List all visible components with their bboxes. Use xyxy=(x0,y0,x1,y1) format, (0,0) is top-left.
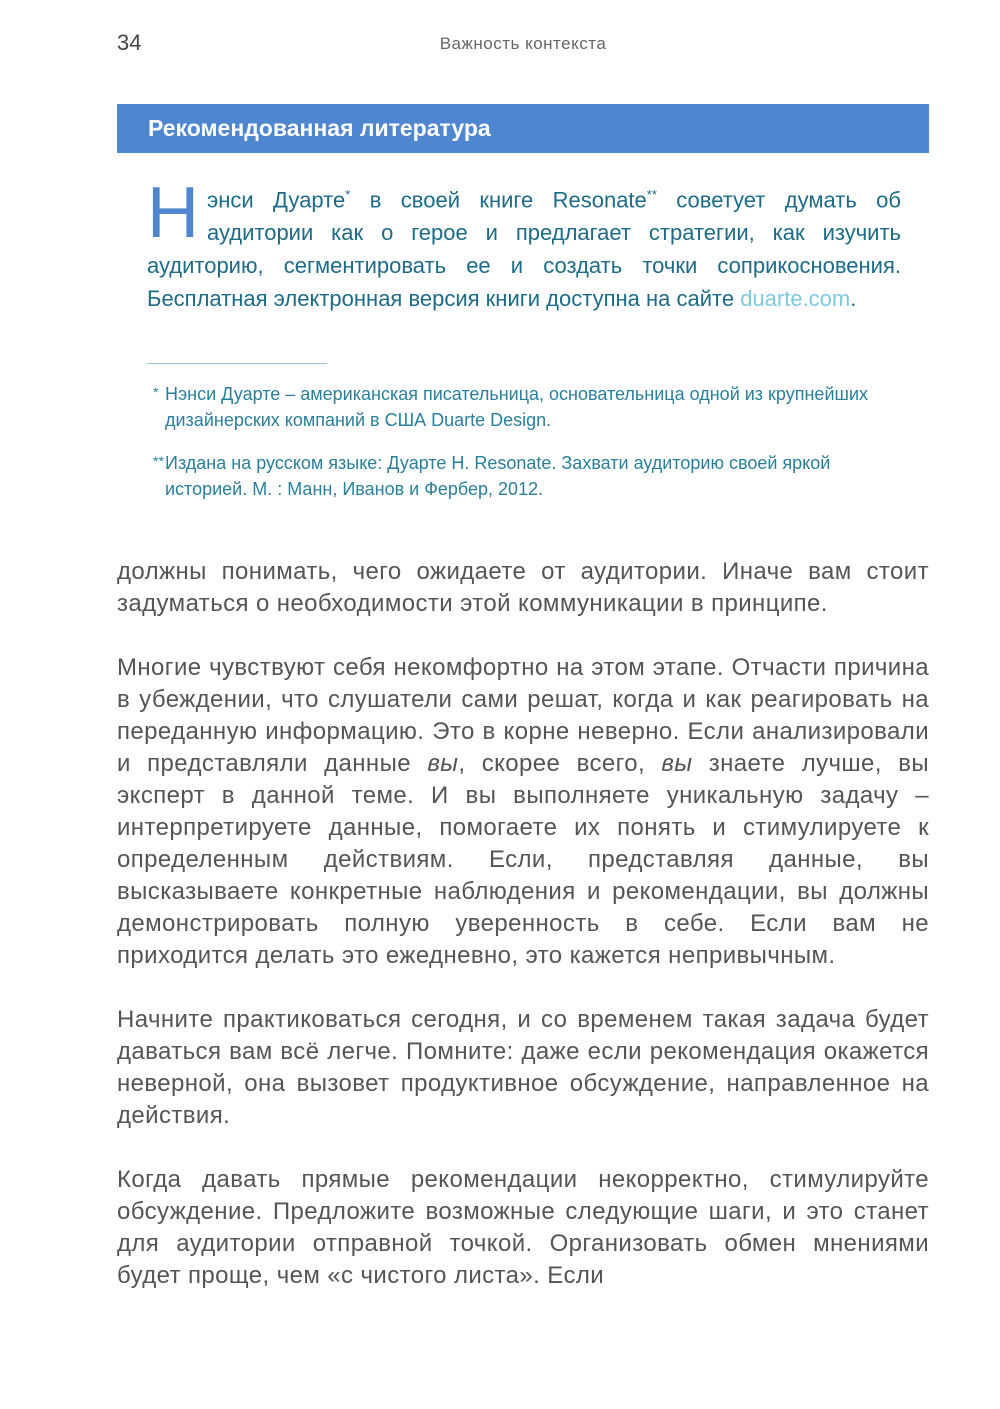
sidebar-title: Рекомендованная литература xyxy=(117,104,929,153)
footnote-divider xyxy=(147,363,327,364)
paragraph-2-part-a: Многие чувствуют себя некомфортно на этом этапе. Отчасти причина в убеждении, что слушатели сами решат, когда и как реагировать на переданную информацию. Это в корне неверно. Если анализировали и представляли данные xyxy=(117,654,929,777)
footnote-mark-1: * xyxy=(153,384,159,400)
sidebar-paragraph xyxy=(147,173,902,315)
paragraph-4: Когда давать прямые рекомендации некорректно, стимулируйте обсуждение. Предложите возможные следующие шаги, и это станет для аудитории отправной точкой. Организовать обмен мнениями будет проще, чем «с чистого листа». Если xyxy=(117,1166,929,1289)
paragraph-2-part-b: , скорее всего, xyxy=(458,750,662,777)
body-text xyxy=(117,556,929,1324)
paragraph-2-part-c: знаете лучше, вы эксперт в данной теме. И вы выполняете уникальную задачу – интерпретируете данные, помогаете их понять и стимулируете к определенным действиям. Если, представляя данные, вы высказываете конкретные наблюдения и рекомендации, вы должны демонстрировать полную уверенность в себе. Если вам не приходится делать это ежедневно, это кажется непривычным. xyxy=(117,750,930,969)
footnote-text-2: Издана на русском языке: Дуарте Н. Resonate. Захвати аудиторию своей яркой историей. М. : Манн, Иванов и Фербер, 2012. xyxy=(165,453,831,499)
dropcap: Н xyxy=(147,173,199,253)
page-header xyxy=(117,30,929,60)
sidebar-text-2: в своей книге Resonate xyxy=(350,187,647,213)
paragraph-3: Начните практиковаться сегодня, и со временем такая задача будет даваться вам всё легче. Помните: даже если рекомендация окажется неверной, она вызовет продуктивное обсуждение, направленное на действия. xyxy=(117,1006,929,1129)
sidebar-text-1: энси Дуарте xyxy=(207,187,346,213)
footnote-ref-2: ** xyxy=(646,187,657,202)
paragraph-2 xyxy=(117,652,929,972)
footnote-1 xyxy=(153,381,905,433)
paragraph-1: должны понимать, чего ожидаете от аудитории. Иначе вам стоит задуматься о необходимости этой коммуникации в принципе. xyxy=(117,558,929,617)
emphasis-vy-1: вы xyxy=(427,750,459,777)
footnote-ref-1: * xyxy=(345,187,351,202)
running-head: Важность контекста xyxy=(439,34,607,53)
sidebar-text-end: . xyxy=(850,286,857,312)
emphasis-vy-2: вы xyxy=(661,750,693,777)
duarte-link[interactable]: duarte.com xyxy=(740,286,851,312)
footnote-text-1: Нэнси Дуарте – американская писательница, основательница одной из крупнейших дизайнерских компаний в США Duarte Design. xyxy=(165,384,868,430)
footnote-2 xyxy=(153,450,905,502)
footnote-mark-2: ** xyxy=(153,453,164,469)
sidebar-text-3: советует думать об аудитории как о герое и предлагает стратегии, как изучить аудиторию, сегментировать ее и создать точки соприкосновения. Бесплатная электронная версия книги доступна на сайте xyxy=(147,187,902,312)
page-number: 34 xyxy=(117,30,142,55)
